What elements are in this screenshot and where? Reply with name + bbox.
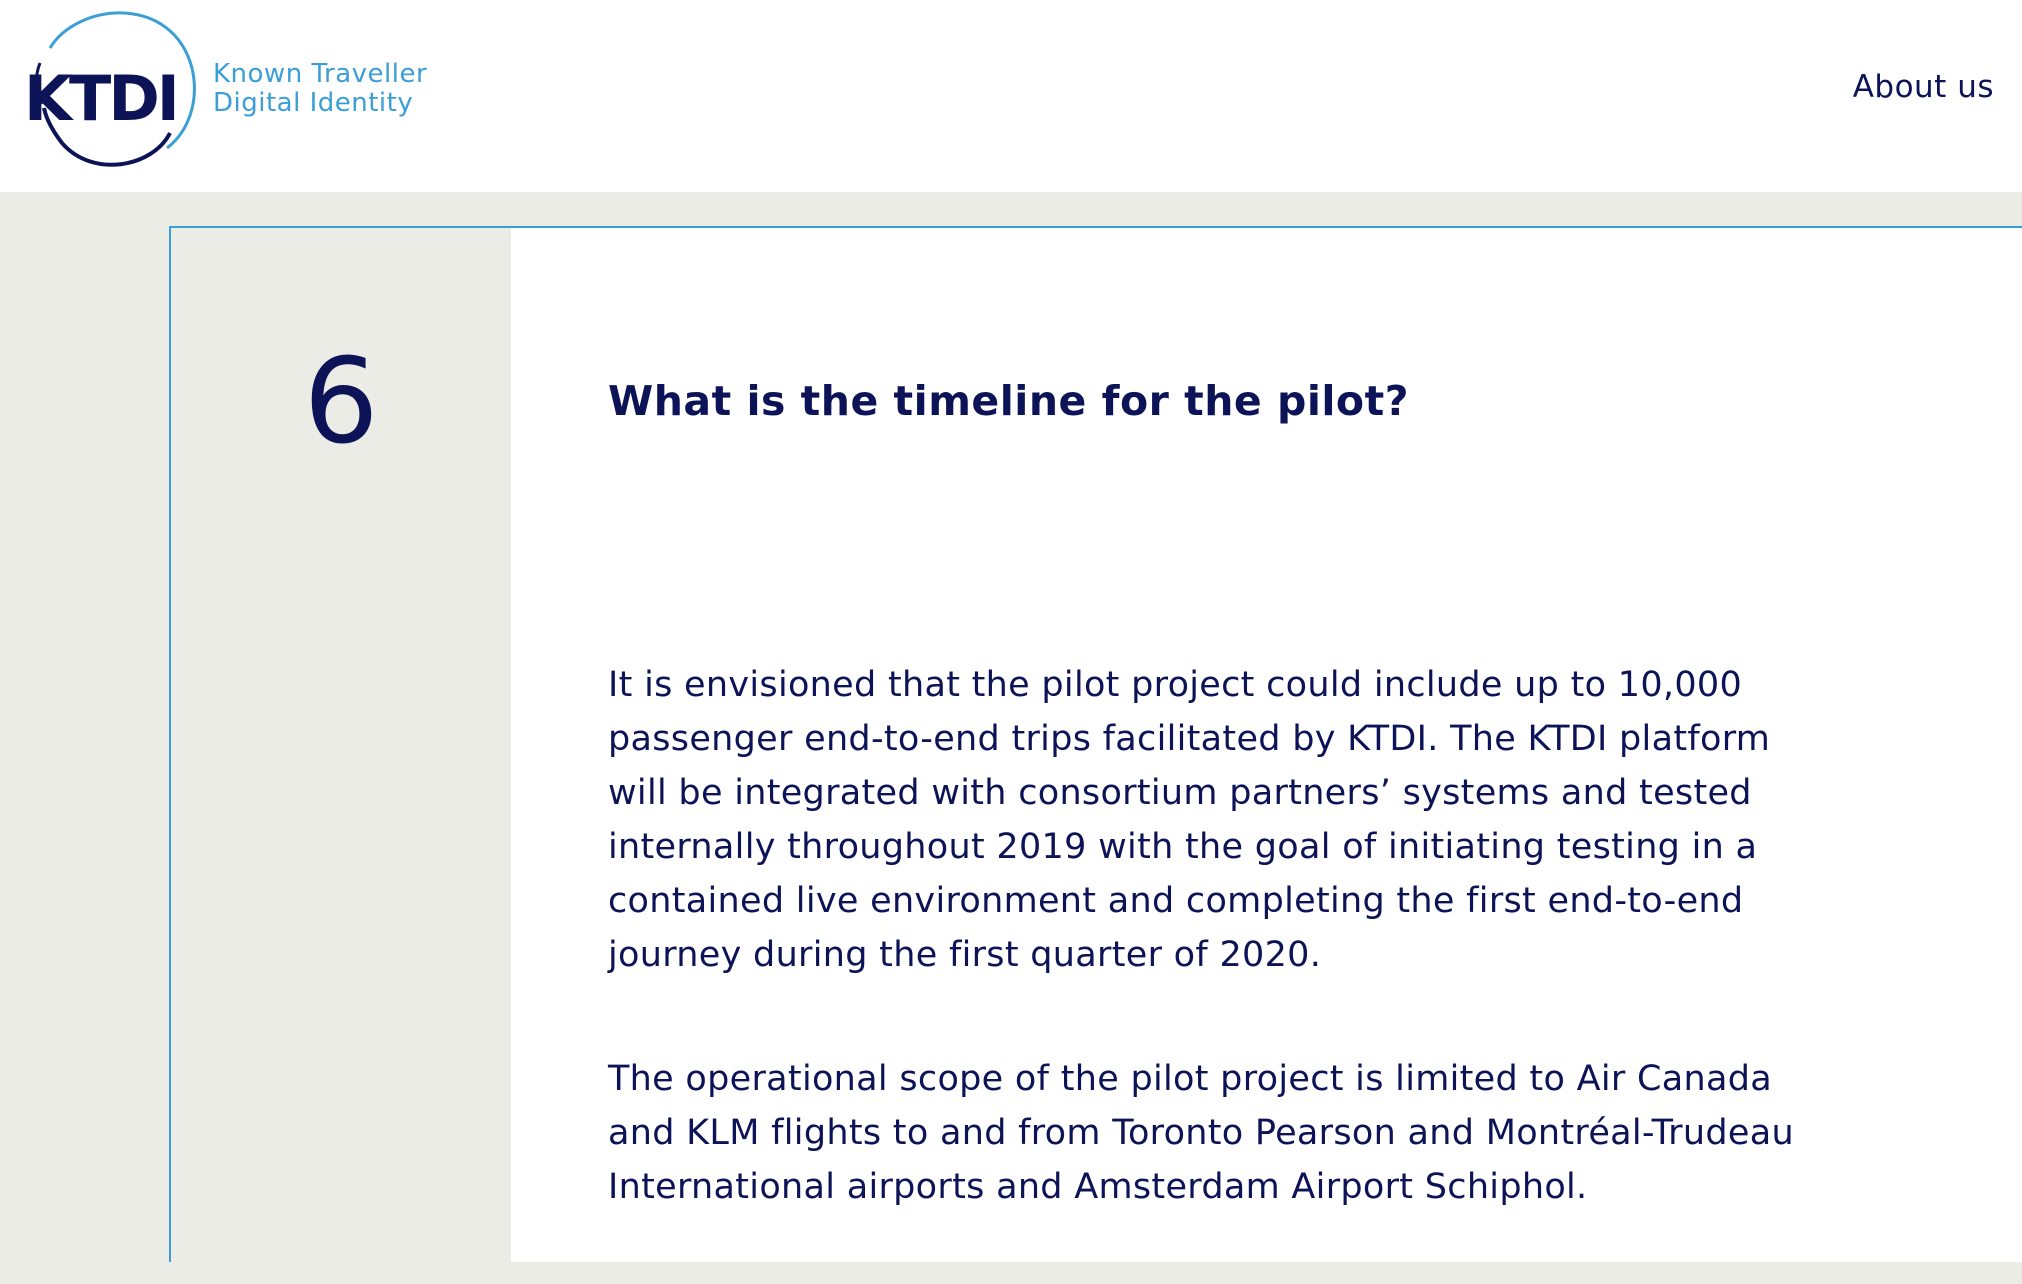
site-header xyxy=(0,0,2022,192)
faq-number-panel xyxy=(171,228,511,1262)
logo-line-1: Known Traveller xyxy=(213,59,428,89)
answer-line: will be integrated with consortium partners’ systems and tested xyxy=(608,773,1752,813)
answer-line: internally throughout 2019 with the goal of initiating testing in a xyxy=(608,827,1758,867)
ktdi-logo-mark-icon xyxy=(22,8,197,168)
answer-line: journey during the first quarter of 2020. xyxy=(608,935,1322,975)
answer-paragraph xyxy=(608,1052,2008,1214)
answer-line: It is envisioned that the pilot project could include up to 10,000 xyxy=(608,665,1743,705)
faq-number: 6 xyxy=(303,332,379,470)
ktdi-logo[interactable] xyxy=(22,8,197,168)
faq-question: What is the timeline for the pilot? xyxy=(608,377,1409,425)
logo-line-2: Digital Identity xyxy=(213,88,414,118)
answer-line: The operational scope of the pilot project is limited to Air Canada xyxy=(608,1059,1772,1099)
logo-mark-text: KTDI xyxy=(24,62,177,135)
faq-card xyxy=(169,226,2022,1262)
answer-line: contained live environment and completing the first end-to-end xyxy=(608,881,1744,921)
answer-line: passenger end-to-end trips facilitated by KTDI. The KTDI platform xyxy=(608,719,1771,759)
logo-wordmark xyxy=(213,60,427,118)
nav-about-us-link[interactable]: About us xyxy=(1852,69,1994,105)
faq-answer xyxy=(608,658,2008,1284)
answer-line: International airports and Amsterdam Airport Schiphol. xyxy=(608,1167,1588,1207)
answer-paragraph xyxy=(608,658,2008,982)
answer-line: and KLM flights to and from Toronto Pearson and Montréal-Trudeau xyxy=(608,1113,1794,1153)
